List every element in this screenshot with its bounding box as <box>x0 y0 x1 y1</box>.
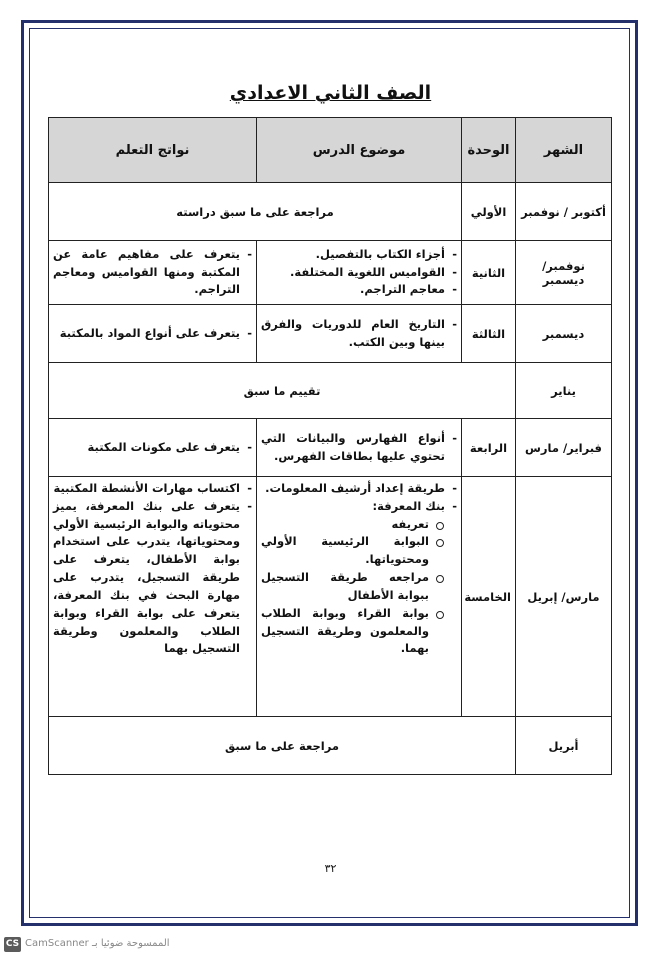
topic-subitem: بوابة القراء وبوابة الطلاب والمعلمون وطريقة التسجيل بهما. <box>261 605 429 658</box>
topic-item <box>261 498 445 658</box>
table-row <box>49 241 612 305</box>
topic-cell <box>257 305 462 363</box>
topic-subheading: بنك المعرفة: <box>372 498 445 513</box>
topic-sublist <box>261 516 445 659</box>
table-row <box>49 477 612 717</box>
table-row <box>49 419 612 477</box>
month-cell: ديسمبر <box>516 305 612 363</box>
page-title: الصف الثاني الاعدادي <box>229 82 432 104</box>
unit-cell: الأولي <box>462 183 516 241</box>
outcome-item: - يتعرف على مفاهيم عامة عن المكتبة ومنها القواميس ومعاجم التراجم. <box>53 246 240 299</box>
topic-cell <box>257 419 462 477</box>
unit-cell: الثانية <box>462 241 516 305</box>
outcome-item: - يتعرف على أنواع المواد بالمكتبة <box>53 325 240 343</box>
header-topic: موضوع الدرس <box>257 118 462 183</box>
month-cell: فبراير/ مارس <box>516 419 612 477</box>
unit-cell: الخامسة <box>462 477 516 717</box>
outcome-item: - يتعرف على بنك المعرفة، يميز محتوياته والبوابة الرئيسية الأولي ومحتوياتها، يتدرب على استخدام بوابة الأطفال، يتعرف على طريقة التسجيل، يتدرب على مهارة البحث في بنك المعرفة، يتعرف على بوابة القراء وبوابة الطلاب والمعلمون وطريقة التسجيل بهما <box>53 498 240 658</box>
topic-subitem: البوابة الرئيسية الأولي ومحتوياتها. <box>261 533 429 569</box>
header-month: الشهر <box>516 118 612 183</box>
month-cell: نوفمبر/ ديسمبر <box>516 241 612 305</box>
table-row <box>49 717 612 775</box>
camscanner-logo-icon: CS <box>4 937 21 952</box>
topic-item: - التاريخ العام للدوريات والفرق بينها وبين الكتب. <box>261 316 445 352</box>
page-number: ٣٢ <box>324 862 337 875</box>
curriculum-table <box>48 117 612 775</box>
month-cell: يناير <box>516 363 612 419</box>
topic-item: - القواميس اللغوية المختلفة. <box>261 264 445 282</box>
outcomes-cell <box>49 241 257 305</box>
month-cell: أبريل <box>516 717 612 775</box>
header-outcomes: نواتج التعلم <box>49 118 257 183</box>
merged-cell: تقييم ما سبق <box>49 363 516 419</box>
topic-item: - أنواع الفهارس والبيانات التي تحتوي عليها بطاقات الفهرس. <box>261 430 445 466</box>
table-row <box>49 305 612 363</box>
topic-item: - أجزاء الكتاب بالتفصيل. <box>261 246 445 264</box>
unit-cell: الثالثة <box>462 305 516 363</box>
outcomes-cell <box>49 477 257 717</box>
topic-subitem: تعريفه <box>261 516 429 534</box>
topic-item: - طريقة إعداد أرشيف المعلومات. <box>261 480 445 498</box>
outcome-item: - اكتساب مهارات الأنشطة المكتبية <box>53 480 240 498</box>
header-unit: الوحدة <box>462 118 516 183</box>
merged-cell: مراجعة على ما سبق <box>49 717 516 775</box>
outcomes-cell <box>49 305 257 363</box>
topic-item: - معاجم التراجم. <box>261 281 445 299</box>
month-cell: مارس/ إبريل <box>516 477 612 717</box>
table-header-row <box>49 118 612 183</box>
topic-subitem: مراجعه طريقة التسجيل ببوابة الأطفال <box>261 569 429 605</box>
topic-cell <box>257 241 462 305</box>
outcome-item: - يتعرف على مكونات المكتبة <box>53 439 240 457</box>
scanner-watermark: CamScanner الممسوحة ضوئيا بـ <box>25 938 170 949</box>
outcomes-cell <box>49 419 257 477</box>
table-row <box>49 183 612 241</box>
merged-cell: مراجعة على ما سبق دراسته <box>49 183 462 241</box>
unit-cell: الرابعة <box>462 419 516 477</box>
topic-cell <box>257 477 462 717</box>
month-cell: أكتوبر / نوفمبر <box>516 183 612 241</box>
table-row <box>49 363 612 419</box>
